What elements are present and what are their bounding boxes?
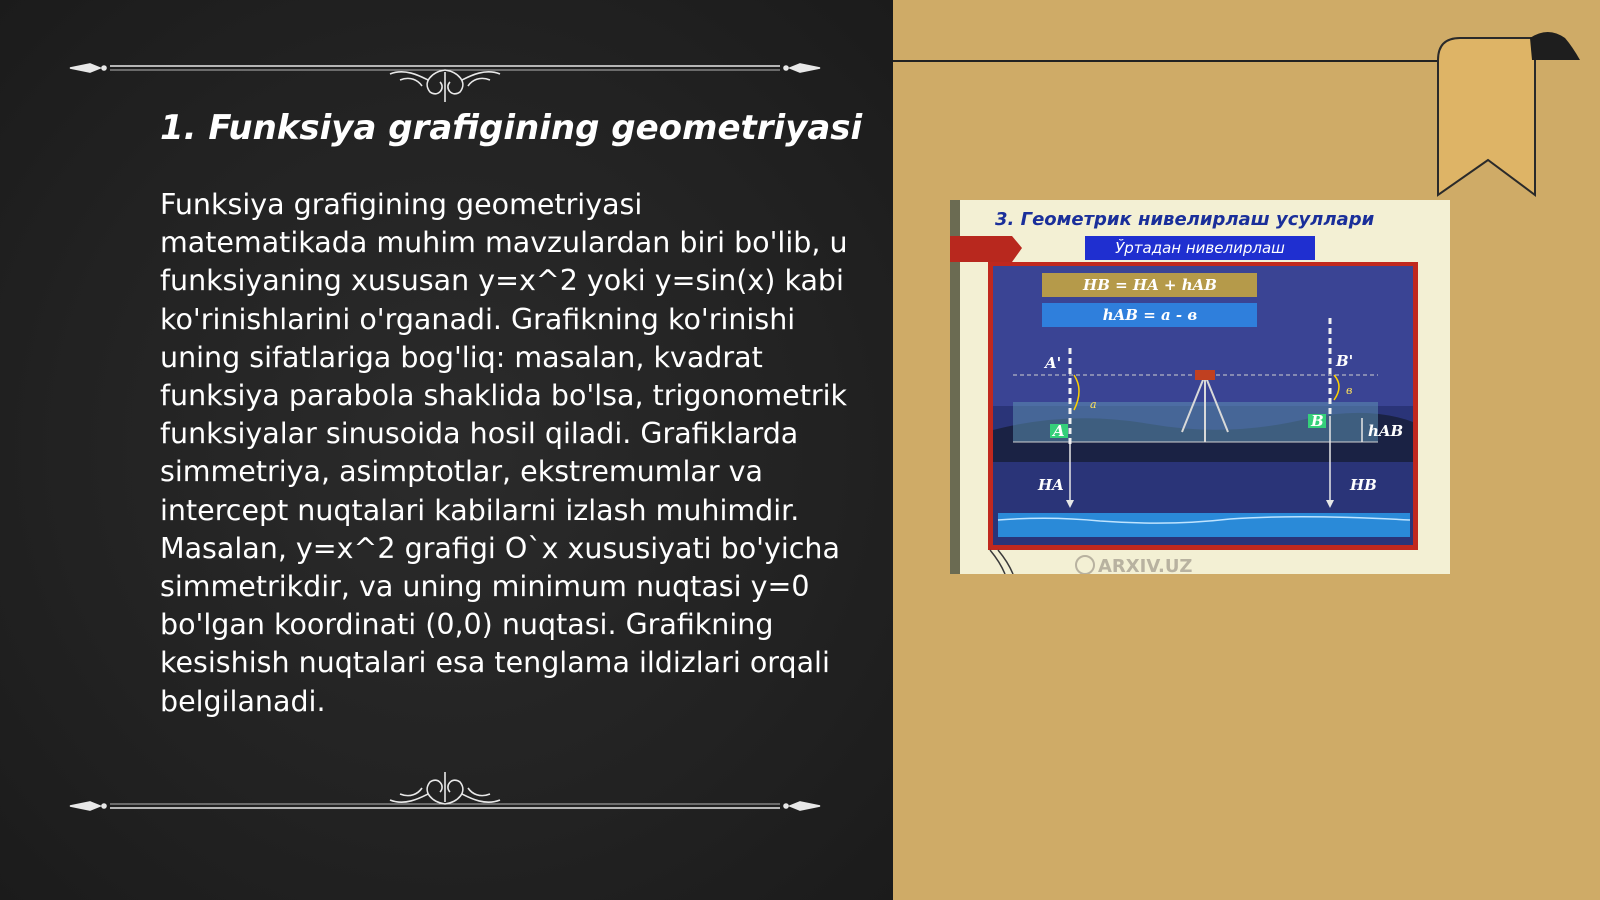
label-height-b: HB (1350, 476, 1377, 494)
label-reading-a: a (1090, 398, 1097, 411)
slide-title: 1. Funksiya grafigining geometriyasi (160, 108, 863, 148)
top-rule-line (893, 60, 1453, 62)
leveling-diagram (950, 200, 1450, 574)
formula-1: HB = HA + hAB (1083, 276, 1217, 294)
slide-body-text: Funksiya grafigining geometriyasi matematikada muhim mavzulardan biri bo'lib, u funksiyaning xususan y=x^2 yoki y=sin(x) kabi ko'rinishlarini o'rganadi. Grafikning ko'rinishi uning sifatlariga bog'liq: masalan, kvadrat funksiya parabola shaklida bo'lsa, trigonometrik funksiyalar sinusoida hosil qiladi. Grafiklarda simmetriya, asimptotlar, ekstremumlar va intercept nuqtalari kabilarni izlash muhimdir. Masalan, y=x^2 grafigi O`x xususiyati bo'yicha simmetrikdir, va uning minimum nuqtasi y=0 bo'lgan koordinati (0,0) nuqtasi. Grafikning kesishish nuqtalari esa tenglama ildizlari orqali belgilanadi. (160, 188, 848, 718)
label-reading-b: в (1346, 384, 1353, 397)
bookmark-ribbon-icon (1430, 30, 1600, 200)
image-title: 3. Геометрик нивелирлаш усуллари (995, 209, 1375, 230)
bottom-ornament-divider (60, 772, 830, 832)
label-point-b: B (1311, 412, 1324, 430)
label-a-prime: A' (1045, 354, 1062, 372)
leveling-diagram-image (950, 200, 1450, 574)
label-b-prime: B' (1336, 352, 1354, 370)
image-watermark: ARXIV.UZ (1098, 556, 1193, 574)
label-height-diff: hAB (1368, 422, 1404, 440)
top-ornament-divider (60, 42, 830, 102)
formula-2: hAB = a - в (1102, 306, 1198, 324)
label-height-a: HA (1038, 476, 1064, 494)
label-point-a: A (1053, 422, 1065, 440)
image-subtitle: Ўртадан нивелирлаш (1115, 239, 1285, 257)
